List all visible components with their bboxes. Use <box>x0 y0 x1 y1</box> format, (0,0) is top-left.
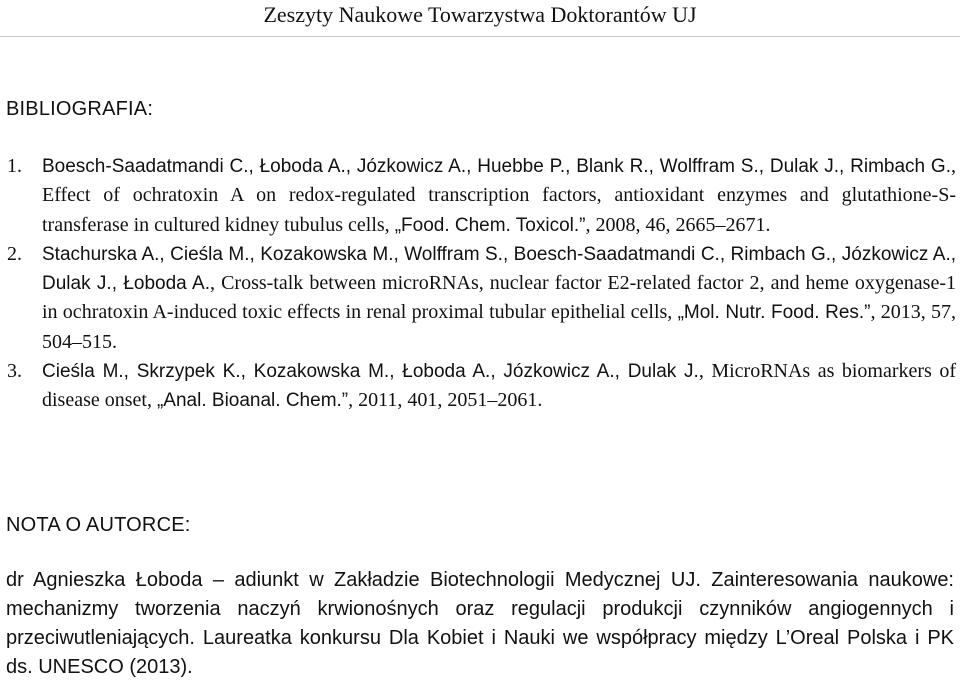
reference-number: 3. <box>7 360 22 383</box>
author-note-text: dr Agnieszka Łoboda – adiunkt w Zakładzie Biotechnologii Medycznej UJ. Zainteresowania naukowe: mechanizmy tworzenia naczyń krwionośnych oraz regulacji produkcji czynników angiogennych i przeciwutleniających. Laureatka konkursu Dla Kobiet i Nauki we współpracy między L’Oreal Polska i PK ds. UNESCO (2013). <box>6 569 954 678</box>
reference-item <box>0 152 956 240</box>
reference-item <box>0 240 956 357</box>
reference-authors: Cieśla M., Skrzypek K., Kozakowska M., Łoboda A., Józkowicz A., Dulak J. <box>42 361 699 383</box>
reference-title: , Cross-talk between microRNAs, nuclear factor E2-related factor 2, and heme oxygenase-1 in ochratoxin A-induced toxic effects in renal proximal tubular epithelial cells, <box>42 272 956 324</box>
reference-details: , 2008, 46, 2665–2671. <box>585 213 771 236</box>
running-header: Zeszyty Naukowe Towarzystwa Doktorantów UJ <box>263 2 697 27</box>
reference-number: 2. <box>7 242 22 265</box>
bibliography-heading: BIBLIOGRAFIA: <box>6 98 154 120</box>
reference-journal: „Mol. Nutr. Food. Res.” <box>677 302 871 324</box>
reference-authors: Stachurska A., Cieśla M., Kozakowska M., Wolffram S., Boesch-Saadatmandi C., Rimbach G., Józkowicz A., Dulak J., Łoboda A. <box>42 243 956 295</box>
reference-journal: „Anal. Bioanal. Chem.” <box>156 390 349 412</box>
author-note-heading: NOTA O AUTORCE: <box>6 514 191 536</box>
reference-details: , 2013, 57, 504–515. <box>42 301 957 353</box>
reference-number: 1. <box>7 155 22 177</box>
reference-title: , MicroRNAs as biomarkers of disease onset, <box>42 360 956 412</box>
header-rule <box>0 36 960 37</box>
reference-title: , Effect of ochratoxin A on redox-regulated transcription factors, antioxidant enzymes and glutathione-S-transferase in cultured kidney tubulus cells, <box>42 155 956 236</box>
reference-journal: „Food. Chem. Toxicol.” <box>394 214 586 236</box>
reference-list <box>0 152 956 416</box>
reference-authors: Boesch-Saadatmandi C., Łoboda A., Józkowicz A., Huebbe P., Blank R., Wolffram S., Dulak J., Rimbach G. <box>42 156 951 177</box>
reference-details: , 2011, 401, 2051–2061. <box>348 389 543 412</box>
reference-item <box>0 357 956 416</box>
